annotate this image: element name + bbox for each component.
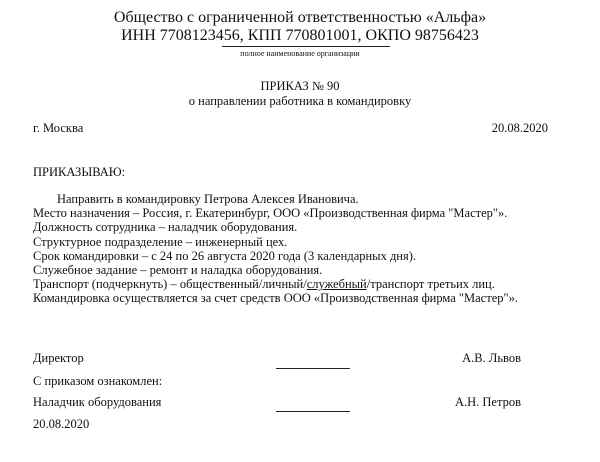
organization-name: Общество с ограниченной ответственностью «Альфа» [113, 9, 487, 26]
body-line-task: Служебное задание – ремонт и наладка оборудования. [33, 263, 323, 277]
director-title: Директор [33, 351, 84, 365]
body-line-period: Срок командировки – с 24 по 26 августа 2020 года (3 календарных дня). [33, 249, 417, 263]
order-date: 20.08.2020 [491, 121, 548, 135]
order-subtitle: о направлении работника в командировку [188, 94, 412, 108]
employee-date: 20.08.2020 [33, 417, 90, 431]
employee-signature-line [276, 411, 350, 412]
body-line-transport [33, 277, 495, 291]
order-title: ПРИКАЗ № 90 [260, 79, 340, 93]
employee-name: А.Н. Петров [454, 395, 521, 409]
transport-selected: служебный [306, 277, 367, 291]
transport-suffix: /транспорт третьих лиц. [366, 277, 495, 291]
body-line-department: Структурное подразделение – инженерный цех. [33, 235, 288, 249]
organization-underline [222, 46, 390, 47]
transport-prefix: Транспорт (подчеркнуть) – общественный/личный/ [33, 277, 307, 291]
order-word: ПРИКАЗЫВАЮ: [33, 165, 126, 179]
acquainted-label: С приказом ознакомлен: [33, 374, 163, 388]
organization-caption: полное наименование организации [240, 49, 360, 58]
organization-ids: ИНН 7708123456, КПП 770801001, ОКПО 98756423 [121, 27, 479, 44]
employee-title: Наладчик оборудования [33, 395, 162, 409]
director-name: А.В. Львов [462, 351, 521, 365]
order-city: г. Москва [33, 121, 84, 135]
body-line-destination: Место назначения – Россия, г. Екатеринбург, ООО «Производственная фирма "Мастер"». [33, 206, 508, 220]
body-line-employee: Направить в командировку Петрова Алексея Ивановича. [57, 192, 359, 206]
body-line-position: Должность сотрудника – наладчик оборудования. [33, 220, 298, 234]
director-signature-line [276, 368, 350, 369]
body-line-funding: Командировка осуществляется за счет средств ООО «Производственная фирма "Мастер"». [33, 291, 518, 305]
